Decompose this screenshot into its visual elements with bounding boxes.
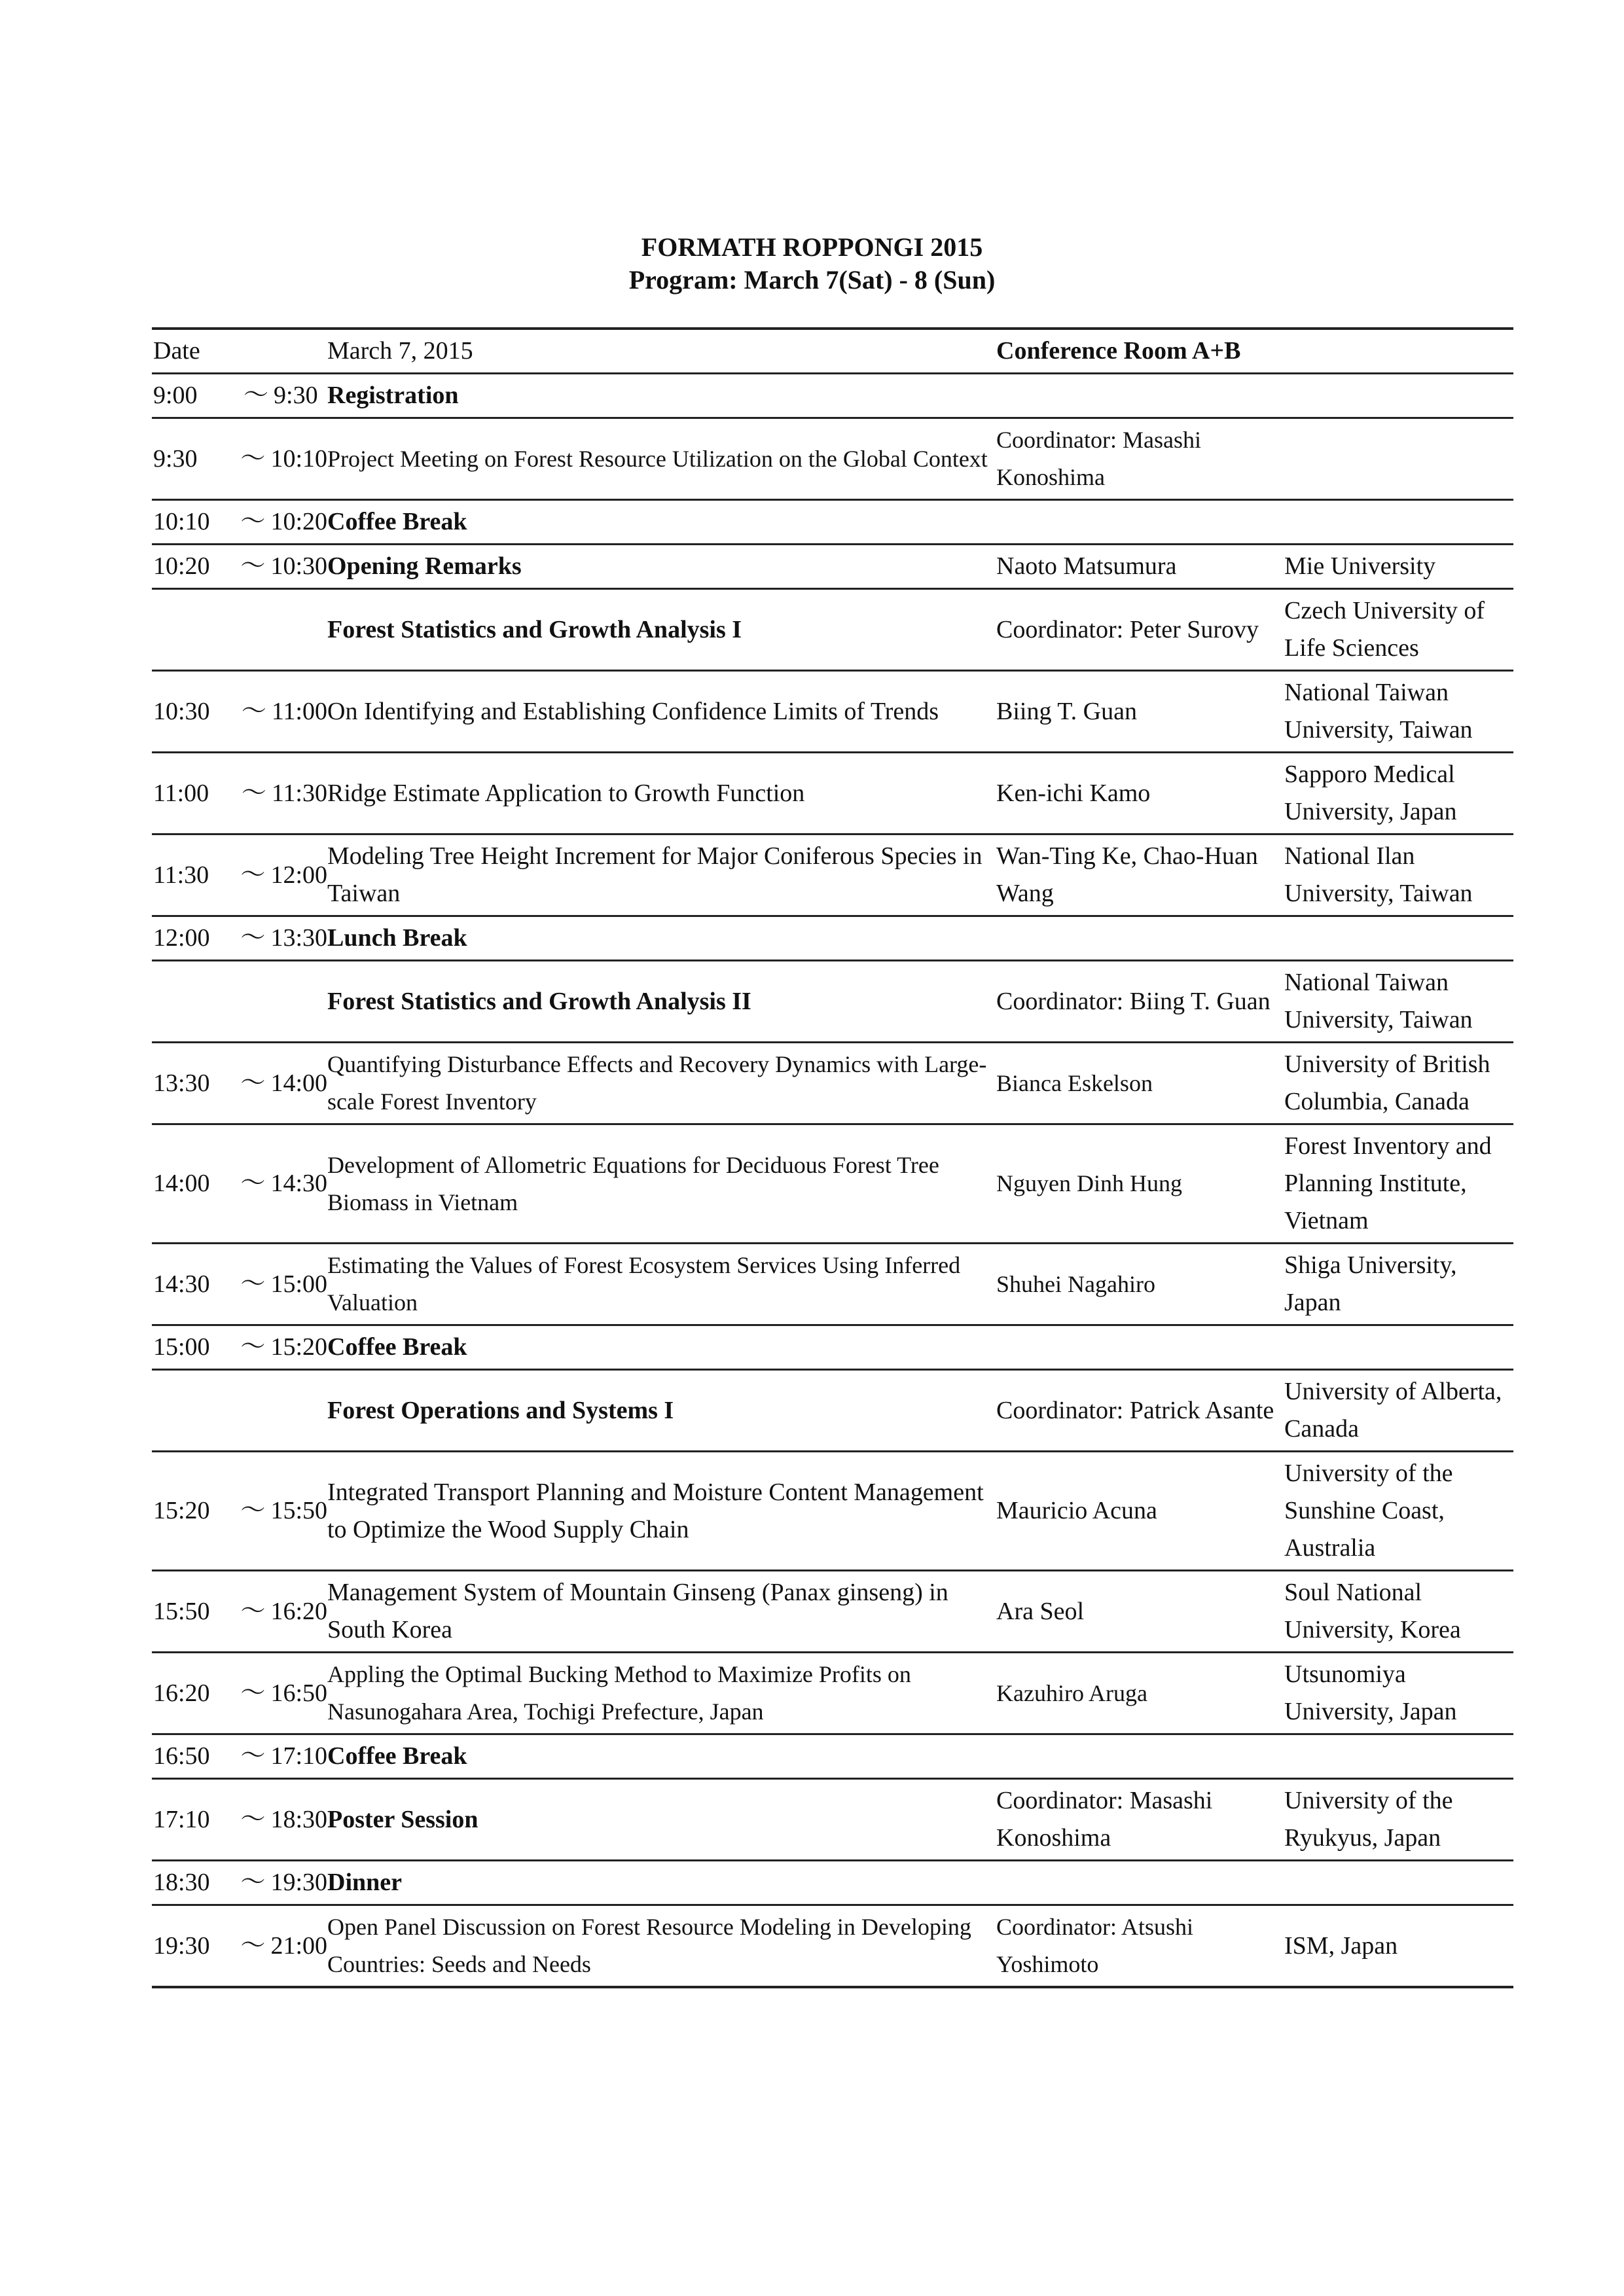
speaker-affiliation: University of Alberta, Canada (1284, 1378, 1502, 1443)
speaker-name: Naoto Matsumura (996, 552, 1177, 580)
time-separator: ～ (240, 552, 266, 580)
speaker-name: Biing T. Guan (996, 697, 1137, 725)
time-cell (152, 1244, 327, 1324)
schedule-row (152, 1452, 1513, 1571)
schedule-table (152, 327, 1513, 1988)
session-title: Ridge Estimate Application to Growth Function (327, 779, 805, 807)
end-time: 15:20 (270, 1333, 327, 1361)
speaker-affiliation: University of the Sunshine Coast, Australia (1284, 1460, 1453, 1562)
speaker-affiliation: Utsunomiya University, Japan (1284, 1660, 1457, 1725)
speaker-name: Bianca Eskelson (996, 1069, 1153, 1096)
schedule-row (152, 501, 1513, 545)
schedule-row (152, 1043, 1513, 1125)
session-title: Dinner (327, 1869, 402, 1896)
time-cell (152, 374, 327, 417)
end-time: 15:50 (270, 1497, 327, 1524)
start-time: 18:30 (153, 1869, 210, 1896)
schedule-row (152, 590, 1513, 672)
time-cell (152, 1043, 327, 1123)
schedule-row (152, 1780, 1513, 1861)
speaker-name (996, 1735, 1284, 1778)
end-time: 21:00 (270, 1931, 327, 1960)
page-subtitle: Program: March 7(Sat) - 8 (Sun) (628, 265, 996, 295)
schedule-row (152, 419, 1513, 501)
start-time: 10:30 (153, 697, 210, 725)
time-cell (152, 1571, 327, 1651)
end-time: 10:30 (270, 552, 327, 580)
schedule-row (152, 753, 1513, 835)
time-cell (152, 753, 327, 833)
speaker-name: Wan-Ting Ke, Chao-Huan Wang (996, 842, 1258, 907)
schedule-row (152, 1371, 1513, 1452)
start-time: 15:00 (153, 1333, 210, 1361)
session-title: Quantifying Disturbance Effects and Recovery Dynamics with Large-scale Forest Inventory (327, 1051, 987, 1115)
session-title: Forest Statistics and Growth Analysis II (327, 987, 751, 1015)
time-cell (152, 1326, 327, 1369)
time-cell (152, 835, 327, 915)
session-title: Coffee Break (327, 508, 467, 535)
speaker-affiliation (1284, 374, 1513, 417)
schedule-row (152, 1125, 1513, 1244)
time-cell (152, 1125, 327, 1242)
speaker-affiliation: National Taiwan University, Taiwan (1284, 679, 1473, 744)
time-cell (152, 501, 327, 543)
speaker-name: Kazuhiro Aruga (996, 1679, 1147, 1706)
session-title: Forest Operations and Systems I (327, 1396, 674, 1424)
time-cell (152, 1371, 327, 1450)
time-separator: ～ (244, 382, 269, 409)
speaker-name (996, 917, 1284, 960)
room-label: Conference Room A+B (996, 337, 1241, 365)
speaker-name: Shuhei Nagahiro (996, 1270, 1155, 1297)
schedule-row (152, 1326, 1513, 1371)
time-separator: ～ (240, 444, 266, 473)
start-time: 14:00 (153, 1170, 210, 1197)
end-time: 10:20 (270, 508, 327, 535)
end-time: 16:50 (270, 1679, 327, 1707)
end-time: 11:00 (271, 697, 327, 725)
time-separator: ～ (240, 1742, 266, 1770)
speaker-name: Coordinator: Masashi Konoshima (996, 1787, 1213, 1852)
session-title: Registration (327, 382, 459, 409)
speaker-affiliation: ISM, Japan (1284, 1931, 1398, 1960)
time-separator: ～ (240, 1333, 266, 1361)
speaker-affiliation (1284, 917, 1513, 960)
schedule-rows (152, 374, 1513, 1988)
start-time: 9:30 (153, 444, 198, 473)
session-title: Lunch Break (327, 924, 467, 952)
time-separator: ～ (240, 1869, 266, 1896)
end-time: 16:20 (270, 1597, 327, 1625)
time-separator: ～ (241, 697, 266, 725)
schedule-row (152, 917, 1513, 961)
start-time: 19:30 (153, 1931, 210, 1960)
time-separator: ～ (240, 1270, 266, 1298)
start-time: 10:20 (153, 552, 210, 580)
session-title: On Identifying and Establishing Confidence Limits of Trends (327, 697, 939, 725)
session-title: Estimating the Values of Forest Ecosystem Services Using Inferred Valuation (327, 1252, 961, 1316)
session-title: Modeling Tree Height Increment for Major Coniferous Species in Taiwan (327, 842, 983, 907)
time-separator: ～ (240, 1597, 266, 1625)
end-time: 9:30 (274, 382, 318, 409)
schedule-row (152, 1244, 1513, 1326)
start-time: 17:10 (153, 1805, 210, 1833)
session-title: Appling the Optimal Bucking Method to Maximize Profits on Nasunogahara Area, Tochigi Prefecture, Japan (327, 1661, 911, 1725)
session-title: Project Meeting on Forest Resource Utilization on the Global Context (327, 445, 988, 472)
page-title: FORMATH ROPPONGI 2015 (641, 232, 983, 262)
end-time: 17:10 (270, 1742, 327, 1770)
start-time: 10:10 (153, 508, 210, 535)
speaker-name: Nguyen Dinh Hung (996, 1170, 1182, 1196)
speaker-name (996, 374, 1284, 417)
end-time: 12:00 (270, 861, 327, 889)
time-cell (152, 1861, 327, 1904)
schedule-row (152, 1571, 1513, 1653)
schedule-row (152, 835, 1513, 917)
speaker-name: Coordinator: Biing T. Guan (996, 987, 1271, 1015)
speaker-name (996, 1326, 1284, 1369)
time-cell (152, 1780, 327, 1859)
session-title: Open Panel Discussion on Forest Resource Modeling in Developing Countries: Seeds and Needs (327, 1914, 971, 1977)
end-time: 10:10 (270, 444, 327, 473)
schedule-row (152, 545, 1513, 590)
schedule-row (152, 374, 1513, 419)
schedule-row (152, 1735, 1513, 1780)
speaker-affiliation (1284, 1735, 1513, 1778)
end-time: 18:30 (270, 1805, 327, 1833)
date-label: Date (153, 337, 200, 365)
time-cell (152, 917, 327, 960)
end-time: 14:00 (270, 1069, 327, 1097)
time-cell (152, 1653, 327, 1733)
speaker-affiliation (1284, 1861, 1513, 1904)
end-time: 11:30 (271, 779, 327, 807)
start-time: 16:20 (153, 1679, 210, 1707)
end-time: 15:00 (270, 1270, 327, 1298)
schedule-row (152, 1653, 1513, 1735)
time-separator: ～ (240, 1679, 266, 1707)
time-cell (152, 590, 327, 670)
start-time: 11:30 (153, 861, 209, 889)
session-title: Forest Statistics and Growth Analysis I (327, 615, 742, 643)
speaker-affiliation: Czech University of Life Sciences (1284, 597, 1485, 662)
speaker-name: Ken-ichi Kamo (996, 779, 1151, 807)
speaker-name: Ara Seol (996, 1597, 1085, 1625)
time-separator: ～ (240, 508, 266, 535)
session-title: Poster Session (327, 1805, 478, 1833)
session-title: Integrated Transport Planning and Moisture Content Management to Optimize the Wood Supply Chain (327, 1478, 984, 1543)
header-empty-cell (1284, 330, 1513, 372)
speaker-affiliation: University of British Columbia, Canada (1284, 1050, 1490, 1115)
start-time: 14:30 (153, 1270, 210, 1298)
start-time: 16:50 (153, 1742, 210, 1770)
end-time: 14:30 (270, 1170, 327, 1197)
schedule-row (152, 961, 1513, 1043)
schedule-row (152, 672, 1513, 753)
time-cell (152, 961, 327, 1041)
speaker-affiliation (1284, 419, 1513, 499)
speaker-name: Coordinator: Masashi Konoshima (996, 427, 1201, 490)
speaker-affiliation: National Ilan University, Taiwan (1284, 842, 1473, 907)
time-separator: ～ (240, 1497, 266, 1524)
speaker-affiliation: University of the Ryukyus, Japan (1284, 1787, 1453, 1852)
session-title: Coffee Break (327, 1333, 467, 1361)
time-separator: ～ (240, 1069, 266, 1097)
end-time: 13:30 (270, 924, 327, 952)
time-separator: ～ (240, 1931, 266, 1960)
session-title: Management System of Mountain Ginseng (Panax ginseng) in South Korea (327, 1579, 948, 1643)
session-title: Opening Remarks (327, 552, 522, 580)
schedule-row (152, 1906, 1513, 1988)
start-time: 9:00 (153, 382, 198, 409)
time-separator: ～ (240, 1805, 266, 1833)
speaker-affiliation (1284, 501, 1513, 543)
time-cell (152, 1735, 327, 1778)
end-time: 19:30 (270, 1869, 327, 1896)
session-title: Development of Allometric Equations for Deciduous Forest Tree Biomass in Vietnam (327, 1151, 939, 1215)
time-cell (152, 545, 327, 588)
speaker-affiliation (1284, 1326, 1513, 1369)
start-time: 15:20 (153, 1497, 210, 1524)
start-time: 15:50 (153, 1597, 210, 1625)
date-value: March 7, 2015 (327, 337, 473, 365)
time-cell (152, 672, 327, 751)
session-title: Coffee Break (327, 1742, 467, 1770)
speaker-name: Coordinator: Atsushi Yoshimoto (996, 1914, 1194, 1977)
time-separator: ～ (240, 924, 266, 952)
speaker-affiliation: Soul National University, Korea (1284, 1579, 1461, 1643)
time-cell (152, 1452, 327, 1570)
speaker-affiliation: Sapporo Medical University, Japan (1284, 761, 1457, 825)
speaker-affiliation: Shiga University, Japan (1284, 1251, 1457, 1316)
speaker-affiliation: National Taiwan University, Taiwan (1284, 969, 1473, 1033)
time-separator: ～ (241, 779, 266, 807)
speaker-affiliation: Forest Inventory and Planning Institute, Vietnam (1284, 1132, 1492, 1234)
speaker-affiliation: Mie University (1284, 552, 1436, 580)
time-separator: ～ (240, 861, 266, 889)
time-cell (152, 1906, 327, 1986)
speaker-name: Coordinator: Patrick Asante (996, 1396, 1274, 1424)
speaker-name: Mauricio Acuna (996, 1497, 1157, 1524)
speaker-name: Coordinator: Peter Surovy (996, 615, 1259, 643)
speaker-name (996, 1861, 1284, 1904)
time-cell (152, 419, 327, 499)
speaker-name (996, 501, 1284, 543)
start-time: 13:30 (153, 1069, 210, 1097)
schedule-row (152, 1861, 1513, 1906)
time-separator: ～ (240, 1170, 266, 1197)
start-time: 11:00 (153, 779, 209, 807)
start-time: 12:00 (153, 924, 210, 952)
schedule-header-row (152, 327, 1513, 374)
